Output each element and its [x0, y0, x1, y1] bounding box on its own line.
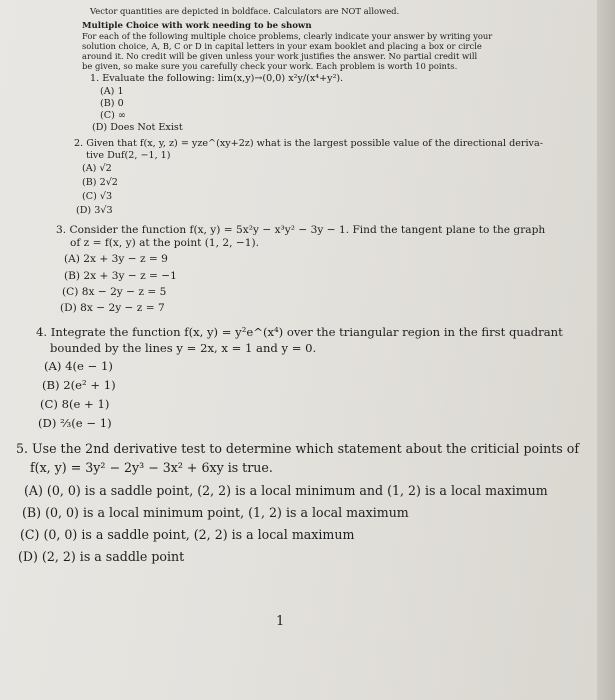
question-1-choice-d: (D) Does Not Exist: [92, 122, 183, 133]
instruction-line: solution choice, A, B, C or D in capital letters in your exam booklet and placing a box or circle: [82, 41, 482, 51]
question-5-choice-b: (B) (0, 0) is a local minimum point, (1, 2) is a local maximum: [22, 505, 409, 520]
question-5-text-cont: f(x, y) = 3y² − 2y³ − 3x² + 6xy is true.: [30, 460, 273, 475]
question-2-choice-b: (B) 2√2: [82, 177, 118, 188]
header-note: Vector quantities are depicted in boldface. Calculators are NOT allowed.: [90, 6, 400, 16]
question-4-text-cont: bounded by the lines y = 2x, x = 1 and y = 0.: [50, 341, 317, 355]
instruction-line: around it. No credit will be given unless your work justifies the answer. No partial credit will: [82, 51, 478, 61]
question-2-choice-a: (A) √2: [82, 163, 112, 174]
instruction-line: be given, so make sure you carefully check your work. Each problem is worth 10 points.: [82, 61, 458, 71]
question-4-choice-a: (A) 4(e − 1): [44, 359, 113, 373]
question-3-choice-d: (D) 8x − 2y − z = 7: [60, 302, 165, 314]
question-5-choice-c: (C) (0, 0) is a saddle point, (2, 2) is a local maximum: [20, 527, 355, 542]
question-3-text: 3. Consider the function f(x, y) = 5x²y − x³y² − 3y − 1. Find the tangent plane to the graph: [56, 224, 546, 236]
question-4-choice-c: (C) 8(e + 1): [40, 397, 110, 411]
question-5-choice-d: (D) (2, 2) is a saddle point: [18, 549, 185, 564]
question-1-choice-c: (C) ∞: [100, 110, 126, 121]
question-2-choice-d: (D) 3√3: [76, 205, 113, 216]
question-1-choice-b: (B) 0: [100, 98, 124, 109]
question-5-choice-a: (A) (0, 0) is a saddle point, (2, 2) is a local minimum and (1, 2) is a local maximum: [24, 483, 548, 498]
question-4-text: 4. Integrate the function f(x, y) = y²e^(x⁴) over the triangular region in the first quadrant: [36, 325, 563, 339]
question-1-text: 1. Evaluate the following: lim(x,y)→(0,0) x²y/(x⁴+y²).: [90, 73, 344, 84]
question-3-choice-c: (C) 8x − 2y − z = 5: [62, 286, 167, 298]
question-2-choice-c: (C) √3: [82, 191, 113, 202]
question-3-text-cont: of z = f(x, y) at the point (1, 2, −1).: [70, 237, 259, 249]
question-5-text: 5. Use the 2nd derivative test to determine which statement about the criticial points of: [16, 441, 580, 456]
question-2-text: 2. Given that f(x, y, z) = yze^(xy+2z) what is the largest possible value of the directional deriva-: [74, 138, 543, 149]
question-4-choice-d: (D) ⅔(e − 1): [38, 416, 112, 430]
question-2-text-cont: tive Duf(2, −1, 1): [86, 150, 171, 161]
question-3-choice-a: (A) 2x + 3y − z = 9: [64, 253, 168, 265]
question-1-choice-a: (A) 1: [100, 86, 124, 97]
instruction-line: For each of the following multiple choice problems, clearly indicate your answer by writing your: [82, 31, 493, 41]
question-3-choice-b: (B) 2x + 3y − z = −1: [64, 270, 177, 282]
section-title: Multiple Choice with work needing to be shown: [82, 21, 312, 31]
page-number: 1: [276, 614, 285, 629]
question-4-choice-b: (B) 2(e² + 1): [42, 378, 116, 392]
